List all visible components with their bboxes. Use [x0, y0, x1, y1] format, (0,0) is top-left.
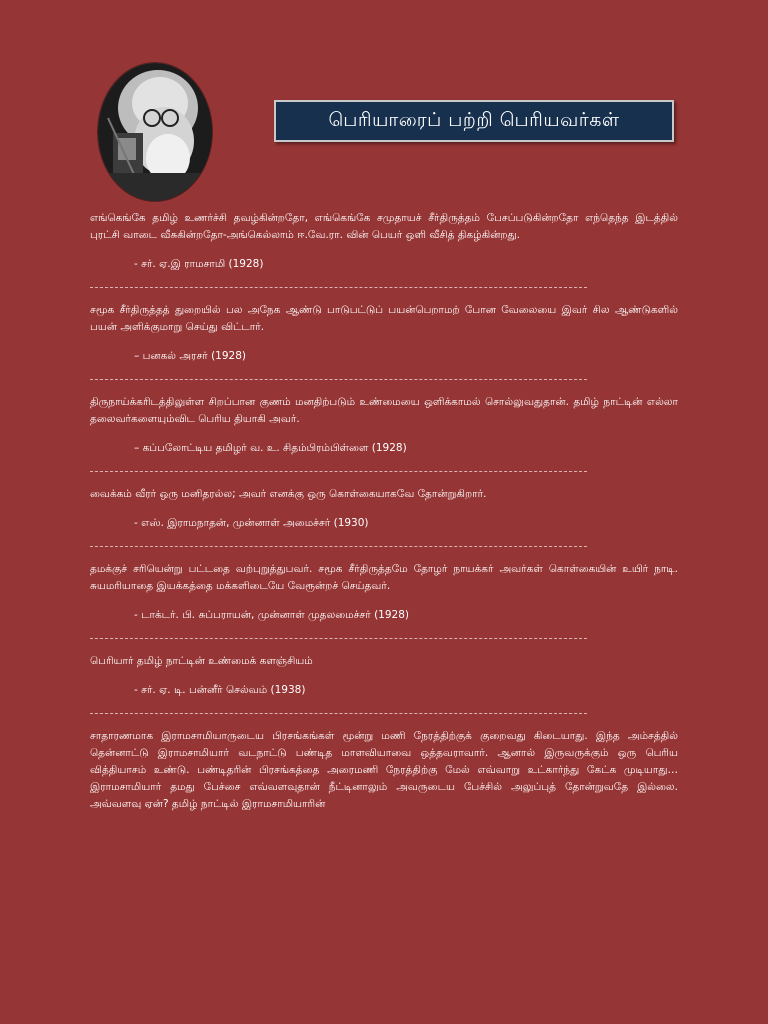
quote-text: எங்கெங்கே தமிழ் உணர்ச்சி தவழ்கின்றதோ, எங்கெங்கே சமுதாயச் சீர்திருத்தம் பேசப்படுகின்றதோ எந்தெந்த இடத்தில் புரட்சி வாடை வீசுகின்றதோ-அங்கெல்லாம் ஈ.வே.ரா. வின் பெயர் ஒளி வீசித் திகழ்கின்றது.	[90, 212, 678, 241]
quote-author: – பனகல் அரசர் (1928)	[134, 350, 246, 362]
quote-author: - சர். ஏ. டி. பன்னீர் செல்வம் (1938)	[134, 684, 306, 696]
divider	[90, 638, 587, 639]
quote-block	[90, 561, 678, 624]
page-title: பெரியாரைப் பற்றி பெரியவர்கள்	[328, 108, 620, 131]
quote-author: - எஸ். இராமநாதன், முன்னாள் அமைச்சர் (1930)	[134, 517, 369, 529]
quote-text: திருநாய்க்கரிடத்திலுள்ள சிறப்பான குணம் மனதிற்படும் உண்மையை ஒளிக்காமல் சொல்லுவதுதான். தமிழ் நாட்டின் எல்லா தலைவர்களையும்விட பெரிய தியாகி அவர்.	[90, 396, 678, 425]
quote-block	[90, 653, 678, 699]
quote-text: தமக்குச் சரியென்று பட்டதை வற்புறுத்துபவர். சமூக சீர்திருத்தமே தோழர் நாயக்கர் அவர்கள் கொள்கையின் உயிர் நாடி. சுயமரியாதை இயக்கத்தை மக்களிடையே வேரூன்றச் செய்தவர்.	[90, 563, 678, 592]
quote-author: - சர். ஏ.இ ராமசாமி (1928)	[134, 258, 264, 270]
quote-block	[90, 302, 678, 365]
divider	[90, 287, 587, 288]
quote-block	[90, 486, 678, 532]
quote-text: சமூக சீர்திருத்தத் துறையில் பல அநேக ஆண்டு பாடுபட்டுப் பயன்பெறாமற் போன வேலையை இவர் சில ஆண்டுகளில் பயன் அளிக்குமாறு செய்து விட்டார்.	[90, 304, 678, 333]
quote-block	[90, 394, 678, 457]
closing-paragraph: சாதாரணமாக இராமசாமியாருடைய பிரசங்கங்கள் மூன்று மணி நேரத்திற்குக் குறைவது கிடையாது. இந்த அம்சத்தில் தென்னாட்டு இராமசாமியார் வடநாட்டு பண்டித மாளவியாவை ஒத்தவராவார். ஆனால் இருவருக்கும் ஒரு பெரிய வித்தியாசம் உண்டு. பண்டிதரின் பிரசங்கத்தை அரைமணி நேரத்திற்கு மேல் எவ்வாறு உட்கார்ந்து கேட்க முடியாது… இராமசாமியார் தமது பேச்சை எவ்வளவுதான் நீட்டினாலும் அவருடைய பேச்சில் அலுப்புத் தோன்றுவதே இல்லை. அவ்வளவு ஏன்? தமிழ் நாட்டில் இராமசாமியாரின்	[90, 730, 678, 810]
portrait-photo	[97, 62, 213, 202]
quote-text: வைக்கம் வீரர் ஒரு மனிதரல்ல; அவர் எனக்கு ஒரு கொள்கையாகவே தோன்றுகிறார்.	[90, 488, 487, 500]
quotes-section	[90, 210, 678, 813]
quote-block	[90, 210, 678, 273]
divider	[90, 546, 587, 547]
divider	[90, 713, 587, 714]
portrait-photo-icon	[98, 63, 212, 201]
page-title-banner	[274, 100, 674, 142]
divider	[90, 379, 587, 380]
quote-text: பெரியார் தமிழ் நாட்டின் உண்மைக் களஞ்சியம்	[90, 655, 313, 667]
quote-author: - டாக்டர். பி. சுப்பராயன், முன்னாள் முதலமைச்சர் (1928)	[134, 609, 409, 621]
divider	[90, 471, 587, 472]
quote-author: – கப்பலோட்டிய தமிழர் வ. உ. சிதம்பிரம்பிள்ளை (1928)	[134, 442, 407, 454]
